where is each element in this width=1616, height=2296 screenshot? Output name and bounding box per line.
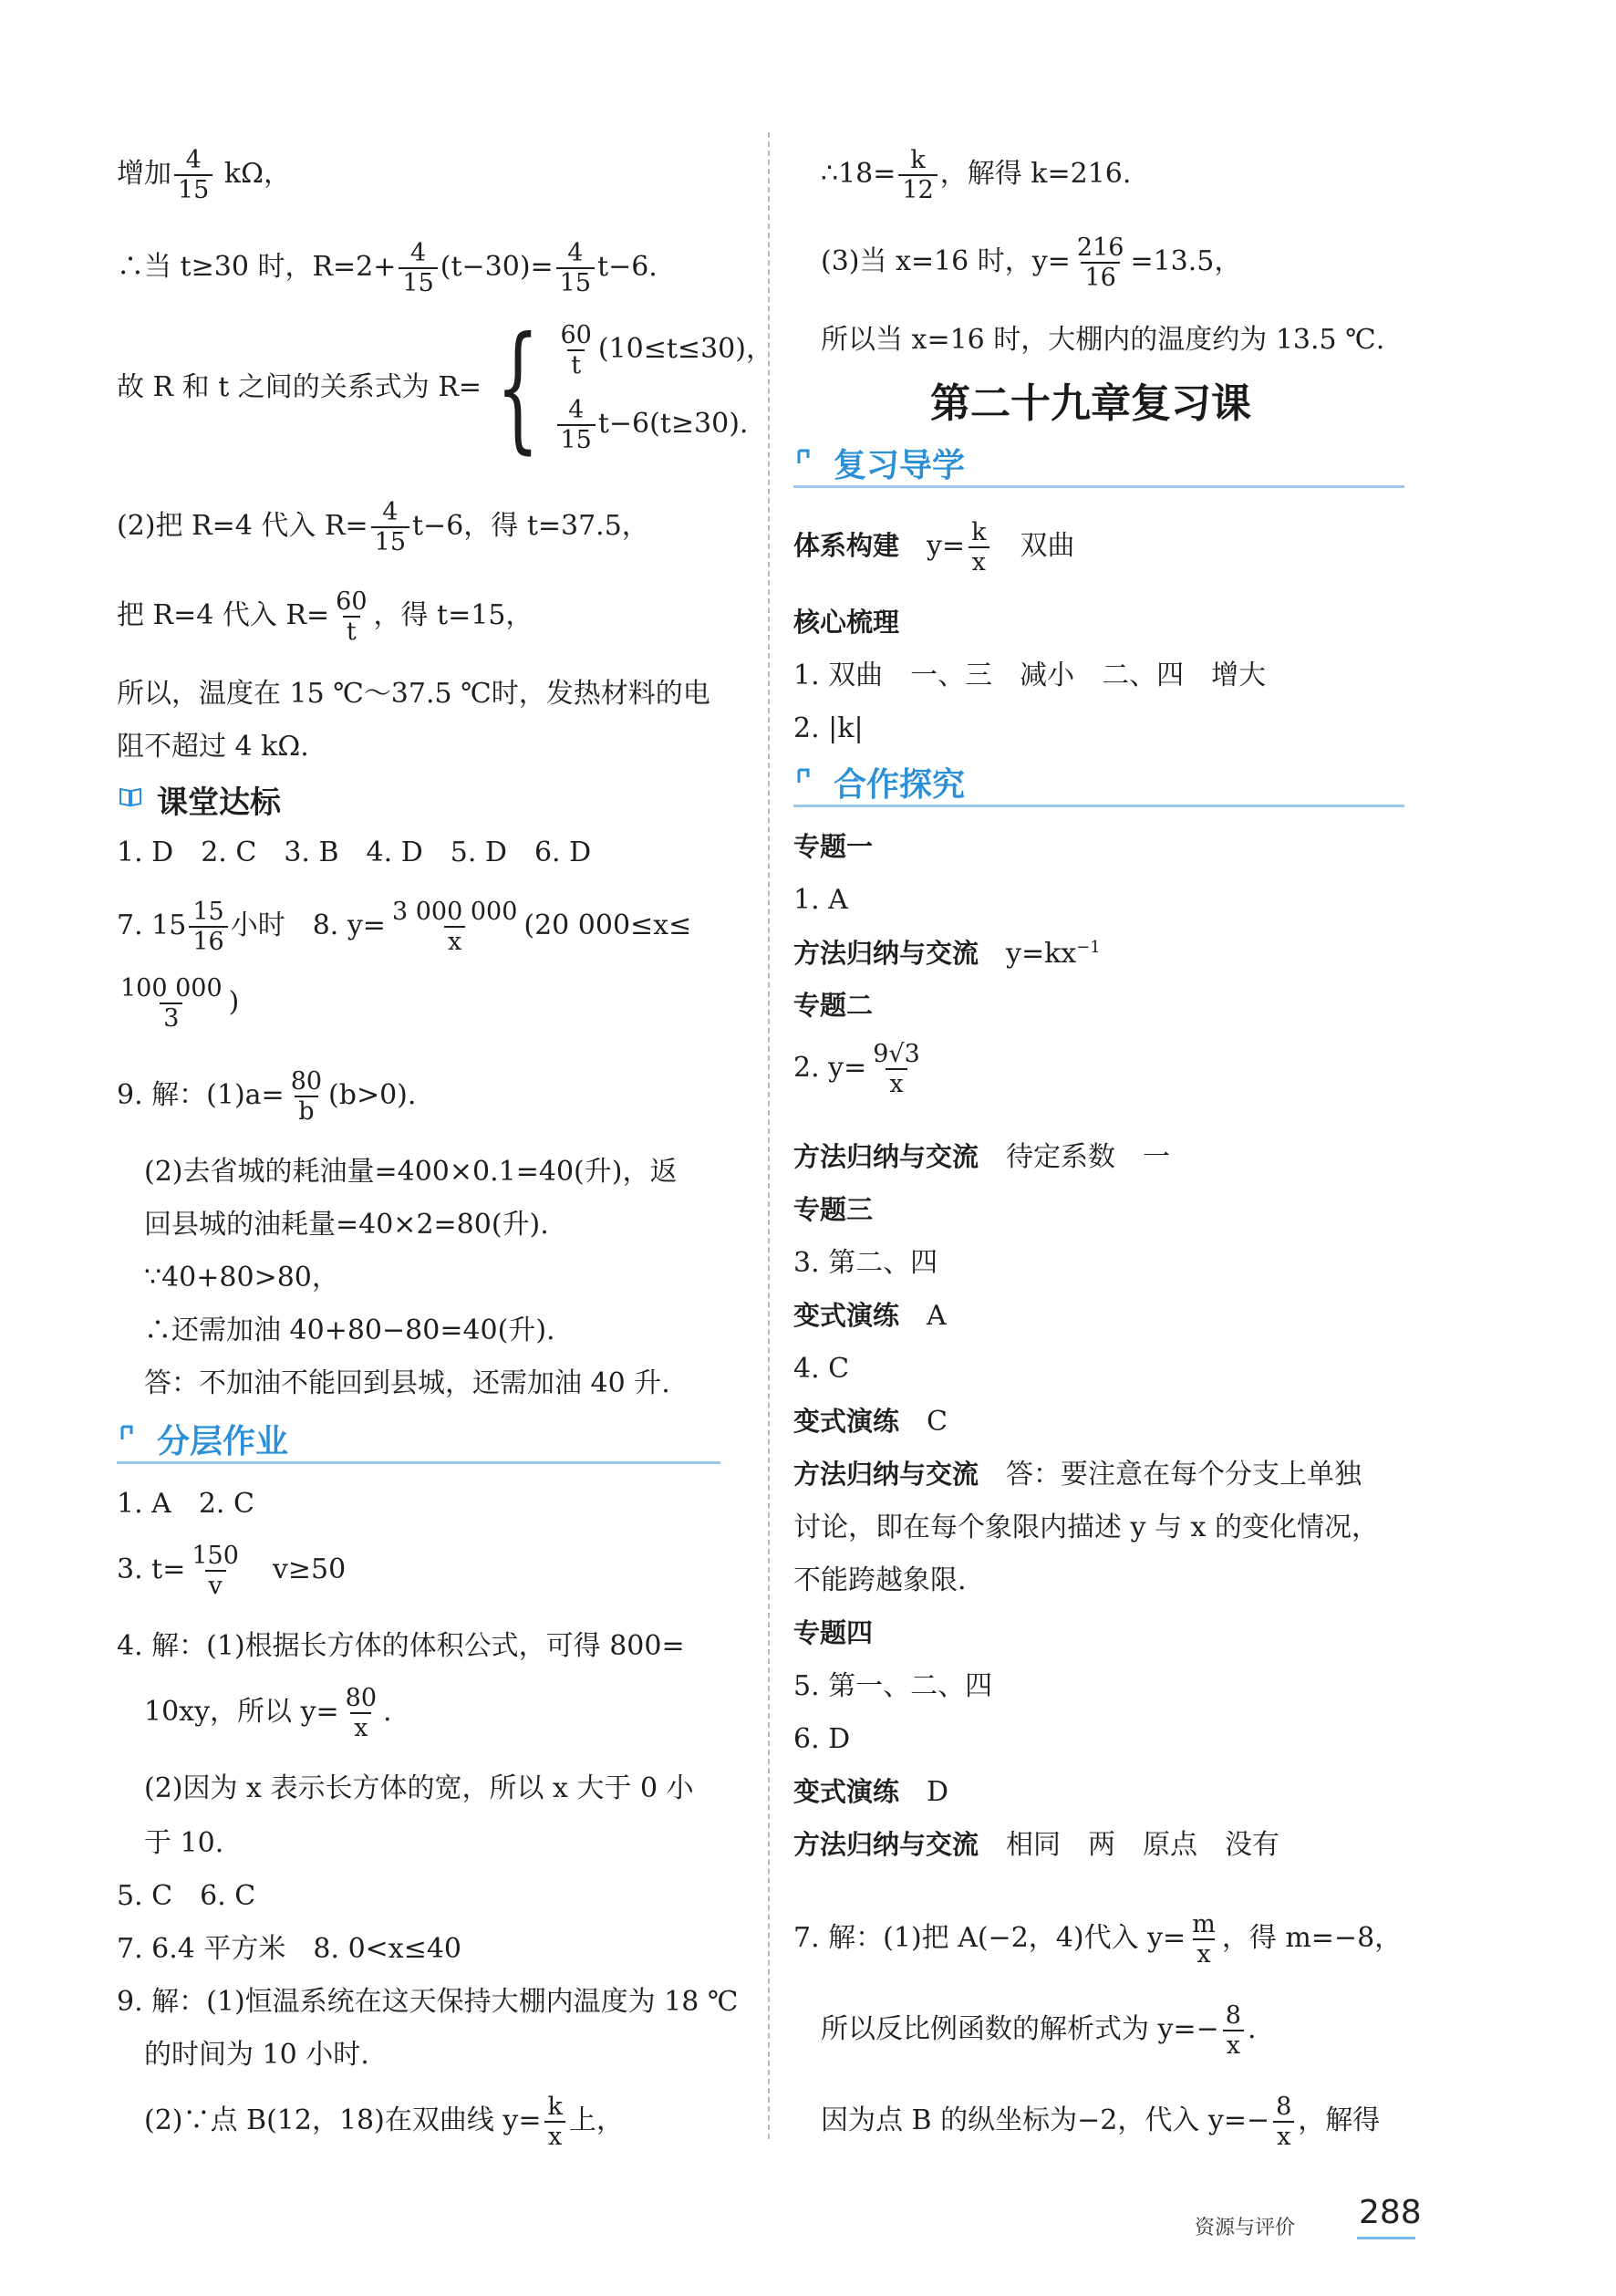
fraction: $\frac{150}{v}$ [192,1542,239,1601]
arrow-tag-icon [795,447,819,471]
fraction: $\frac{60}{t}$ [336,587,368,647]
text-line: 变式演练 D [793,1776,949,1808]
answer-line: 1. A [793,884,848,916]
text-line: 体系构建 y= $\frac{k}{x}$ 双曲 [793,518,1075,577]
text-line: 因为点 B 的纵坐标为−2，代入 y=− $\frac{8}{x}$ ，解得 [821,2093,1381,2152]
fraction: $\frac{60}{t}$ [560,320,592,379]
text-line: 7. 15 $\frac{15}{16}$ 小时 8. y= $\frac{3 000 000}{x}$ (20 000≤x≤ [117,898,692,957]
fraction: $\frac{k}{x}$ [544,2093,565,2151]
text-line: 答：不加油不能回到县城，还需加油 40 升. [144,1367,670,1399]
fraction: $\frac{4}{15}$ [556,239,595,297]
piecewise-function: 故 R 和 t 之间的关系式为 R= { $\frac{60}{t}$ (10≤t≤30)， $\frac{4}{15}$ t−6(t≥30). [117,308,773,467]
answer-line: 7. 6.4 平方米 8. 0<x≤40 [117,1933,462,1965]
text-line: 把 R=4 代入 R= $\frac{60}{t}$ ，得 t=15， [117,587,533,647]
fraction: $\frac{80}{b}$ [290,1067,323,1127]
chapter-title: 第二十九章复习课 [930,380,1251,427]
topic-heading: 专题二 [793,990,874,1021]
text-line: 所以，温度在 15 ℃～37.5 ℃时，发热材料的电 [117,678,710,710]
text-line: 所以当 x=16 时，大棚内的温度约为 13.5 ℃. [821,324,1385,356]
answer-line: 2. |k| [793,712,864,744]
topic-heading: 专题一 [793,831,874,862]
text-line: $\frac{100 000}{3}$ ) [117,974,239,1033]
text-line: 变式演练 A [793,1300,947,1332]
text-line: 9. 解：(1)恒温系统在这天保持大棚内温度为 18 ℃ [117,1986,739,2018]
text-line: (3)当 x=16 时，y= $\frac{216}{16}$ =13.5， [821,234,1242,293]
text-line: 4. 解：(1)根据长方体的体积公式，可得 800= [117,1630,685,1662]
text-line: 9. 解：(1)a= $\frac{80}{b}$ (b>0). [117,1067,417,1127]
text-line: 方法归纳与交流 相同 两 原点 没有 [793,1829,1280,1861]
book-icon [119,784,142,808]
text-line: 3. t= $\frac{150}{v}$ v≥50 [117,1542,347,1601]
fraction: $\frac{k}{12}$ [898,146,937,204]
text-line: ∴当 t≥30 时，R=2+ $\frac{4}{15}$ (t−30)= $\frac{4}{15}$ t−6. [117,239,658,298]
text-line: 讨论，即在每个象限内描述 y 与 x 的变化情况， [793,1512,1380,1543]
text-line: ∴还需加油 40+80−80=40(升). [144,1314,555,1346]
text-line: 10xy，所以 y= $\frac{80}{x}$ . [144,1684,392,1743]
fraction: $\frac{100 000}{3}$ [120,974,223,1034]
text-line: 7. 解：(1)把 A(−2，4)代入 y= $\frac{m}{x}$ ，得 m=−8， [793,1910,1403,1969]
answer-line: 1. D 2. C 3. B 4. D 5. D 6. D [117,836,592,868]
text-line: 方法归纳与交流 答：要注意在每个分支上单独 [793,1459,1362,1491]
arrow-tag-icon [119,1423,142,1447]
fraction: $\frac{4}{15}$ [557,396,596,454]
topic-heading: 专题三 [793,1194,874,1225]
left-brace: { [495,308,540,467]
text-line: 的时间为 10 小时. [144,2039,369,2071]
footer-label: 资源与评价 [1195,2217,1296,2239]
answer-line: 3. 第二、四 [793,1247,938,1279]
text-line: 于 10. [144,1827,224,1859]
answer-line: 5. C 6. C [117,1880,256,1912]
answer-line: 5. 第一、二、四 [793,1670,993,1702]
text-line: 2. y= $\frac{9√3}{x}$ [793,1040,927,1098]
arrow-tag-icon [795,766,819,790]
fraction: $\frac{4}{15}$ [399,239,437,297]
text-line: 方法归纳与交流 待定系数 一 [793,1141,1171,1173]
answer-line: 4. C [793,1353,850,1385]
answer-line: 1. A 2. C [117,1488,254,1520]
text-line: 不能跨越象限. [793,1564,967,1596]
section-heading: 课堂达标 [117,775,746,823]
fraction: $\frac{4}{15}$ [371,498,409,556]
fraction: $\frac{k}{x}$ [968,518,989,577]
text-line: 变式演练 C [793,1406,948,1438]
answer-line: 1. 双曲 一、三 减小 二、四 增大 [793,660,1267,691]
text-line: 回县城的油耗量=40×2=80(升). [144,1209,549,1241]
text-line: 阻不超过 4 kΩ. [117,731,309,763]
section-heading: 合作探究 [793,757,1404,807]
fraction: $\frac{3 000 000}{x}$ [391,898,518,957]
fraction: $\frac{15}{16}$ [189,898,227,956]
fraction: $\frac{4}{15}$ [174,146,212,204]
topic-heading: 专题四 [793,1617,874,1648]
text-line: (2)因为 x 表示长方体的宽，所以 x 大于 0 小 [144,1772,694,1804]
fraction: $\frac{80}{x}$ [345,1684,378,1743]
fraction: $\frac{m}{x}$ [1192,1910,1216,1969]
text-line: (2)∵点 B(12，18)在双曲线 y= $\frac{k}{x}$ 上， [144,2093,624,2152]
section-heading: 复习导学 [793,438,1404,488]
fraction: $\frac{9√3}{x}$ [873,1040,920,1099]
subheading: 核心梳理 [793,607,900,638]
fraction: $\frac{216}{16}$ [1076,234,1124,293]
answer-line: 6. D [793,1723,851,1755]
text-line: (2)把 R=4 代入 R= $\frac{4}{15}$ t−6，得 t=37.5， [117,498,649,557]
fraction: $\frac{8}{x}$ [1272,2093,1295,2151]
page-number: 288 [1359,2194,1422,2231]
fraction: $\frac{8}{x}$ [1222,2001,1245,2060]
text-line: ∴18= $\frac{k}{12}$ ，解得 k=216. [821,146,1132,205]
text-line: 所以反比例函数的解析式为 y=− $\frac{8}{x}$ . [821,2001,1257,2061]
page-number-underline [1357,2237,1415,2239]
section-heading: 分层作业 [117,1414,720,1464]
text-line: 增加 $\frac{4}{15}$ kΩ， [117,146,291,205]
text-line: 方法归纳与交流 $y=kx^{-1}$ [793,938,1101,970]
text-line: (2)去省城的耗油量=400×0.1=40(升)，返 [144,1156,678,1188]
text-line: ∵40+80>80， [144,1262,339,1293]
